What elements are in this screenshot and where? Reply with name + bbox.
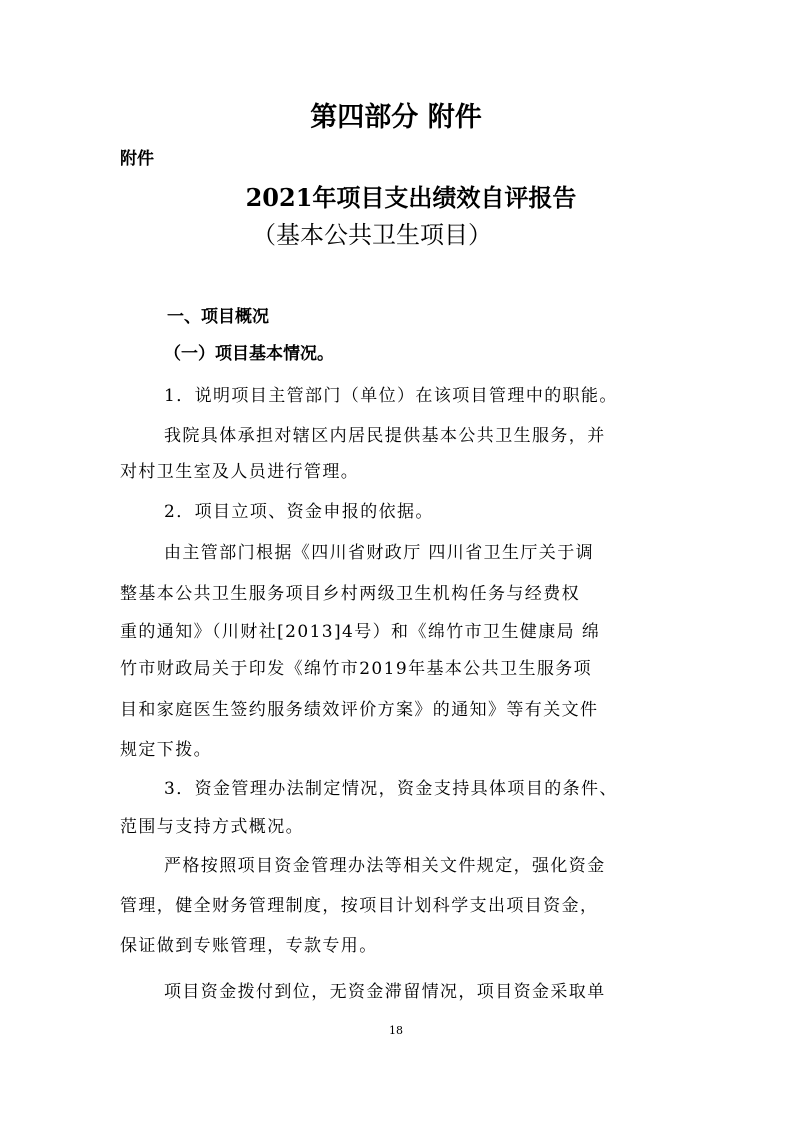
paragraph-line: 2．项目立项、资金申报的依据。: [164, 502, 434, 522]
paragraph-line: 范围与支持方式概况。: [120, 817, 304, 837]
paragraph-line: 对村卫生室及人员进行管理。: [120, 462, 360, 482]
paragraph-line: 重的通知》（川财社[2013]4号）和《绵竹市卫生健康局 绵: [120, 622, 601, 642]
subsection-heading-basic-info: （一）项目基本情况。: [164, 344, 334, 364]
document-title: 2021年项目支出绩效自评报告: [245, 183, 577, 212]
page-number: 18: [389, 1024, 403, 1037]
paragraph-line: 规定下拨。: [120, 740, 212, 760]
paragraph-line: 1．说明项目主管部门（单位）在该项目管理中的职能。: [164, 386, 618, 406]
paragraph-line: 严格按照项目资金管理办法等相关文件规定，强化资金: [164, 856, 606, 876]
paragraph-line: 由主管部门根据《四川省财政厅 四川省卫生厅关于调: [164, 543, 595, 563]
section-heading-project-overview: 一、项目概况: [167, 307, 269, 327]
paragraph-line: 目和家庭医生签约服务绩效评价方案》的通知》等有关文件: [120, 700, 599, 720]
paragraph-line: 管理，健全财务管理制度，按项目计划科学支出项目资金，: [120, 896, 599, 916]
paragraph-line: 3．资金管理办法制定情况，资金支持具体项目的条件、: [164, 779, 618, 799]
part-title: 第四部分 附件: [310, 102, 482, 133]
paragraph-line: 项目资金拨付到位，无资金滞留情况，项目资金采取单: [164, 982, 606, 1002]
paragraph-line: 整基本公共卫生服务项目乡村两级卫生机构任务与经费权: [120, 584, 580, 604]
document-subtitle: （基本公共卫生项目）: [252, 221, 492, 249]
paragraph-line: 竹市财政局关于印发《绵竹市2019年基本公共卫生服务项: [120, 659, 593, 679]
attachment-label: 附件: [120, 149, 154, 169]
paragraph-line: 保证做到专账管理，专款专用。: [120, 936, 378, 956]
paragraph-line: 我院具体承担对辖区内居民提供基本公共卫生服务，并: [164, 426, 606, 446]
